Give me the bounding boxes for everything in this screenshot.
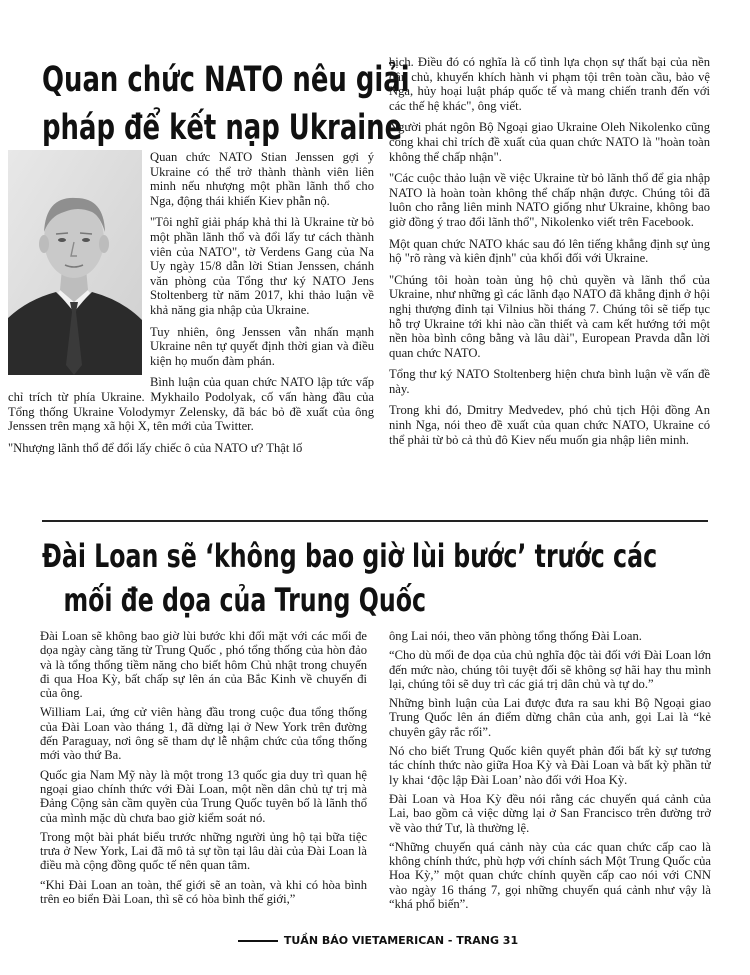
a2-left-para-3: Quốc gia Nam Mỹ này là một trong 13 quốc gia duy trì quan hệ ngoại giao chính thức với Đài Loan, một nền dân chủ tự trị mà Đảng Cộng sản cầm quyền của Trung Quốc tuyên bố là lãnh thổ của mình mặc dù chưa bao giờ kiểm soát nó. [40, 767, 367, 825]
portrait-photo [8, 150, 142, 375]
article2-headline [42, 534, 657, 622]
a1-left-para-3: Tuy nhiên, ông Jenssen vẫn nhấn mạnh Ukraine nên tự quyết định thời gian và điều kiện họ muốn đàm phán. [150, 324, 374, 368]
a1-right-para-6: Tổng thư ký NATO Stoltenberg hiện chưa bình luận về vấn đề này. [389, 367, 710, 396]
section-divider [42, 520, 708, 522]
article1-headline [42, 56, 410, 152]
a1-right-para-1: bịch. Điều đó có nghĩa là cố tình lựa chọn sự thất bại của nền dân chủ, khuyến khích hành vi phạm tội trên toàn cầu, bảo vệ Nga, hủy hoại luật pháp quốc tế và mang chiến tranh đến với các thế hệ khác", ông viết. [389, 55, 710, 113]
a1-right-para-7: Trong khi đó, Dmitry Medvedev, phó chủ tịch Hội đồng An ninh Nga, nói theo đề xuất của quan chức NATO, Ukraine có thể phải từ bỏ cả thủ đô Kiev nếu muốn gia nhập liên minh. [389, 403, 710, 447]
a2-right-para-2: “Cho dù mối đe dọa của chủ nghĩa độc tài đối với Đài Loan lớn đến mức nào, chúng tôi tuyệt đối sẽ không sợ hãi hay thu mình lại, chúng tôi sẽ duy trì các giá trị dân chủ và tự do.” [389, 648, 711, 691]
a1-right-para-3: "Các cuộc thảo luận về việc Ukraine từ bỏ lãnh thổ để gia nhập NATO là hoàn toàn không thể chấp nhận được. Chúng tôi đã luôn cho rằng liên minh NATO giống như Ukraine, không bao giờ đồng ý trao đổi lãnh thổ", Nikolenko viết trên Facebook. [389, 171, 710, 229]
a1-left-para-2: "Tôi nghĩ giải pháp khả thi là Ukraine từ bỏ một phần lãnh thổ và đổi lấy tư cách thành viên của NATO", tờ Verdens Gang của Na Uy ngày 15/8 dẫn lời Stian Jenssen, chánh văn phòng của Tổng thư ký NATO Jens Stoltenberg từ năm 2017, khi thảo luận về khả năng gia nhập của Ukraine. [150, 215, 374, 317]
a1-right-para-2: Người phát ngôn Bộ Ngoại giao Ukraine Oleh Nikolenko cũng công khai chỉ trích đề xuất của quan chức NATO là "hoàn toàn không thể chấp nhận". [389, 120, 710, 164]
article1-headline-line2: pháp để kết nạp Ukraine [42, 108, 403, 148]
portrait-image [8, 150, 142, 375]
a1-left-para-4: Bình luận của quan chức NATO lập tức vấp chỉ trích từ phía Ukraine. Mykhailo Podolyak, cố vấn hàng đầu của Tổng thống Ukraine Volodymyr Zelensky, đã bác bỏ đề xuất của ông Jenssen trên mạng xã hội X, tên mới của Twitter. [8, 375, 374, 434]
article1-headline-line1: Quan chức NATO nêu giải [42, 60, 410, 100]
a2-left-para-5: “Khi Đài Loan an toàn, thế giới sẽ an toàn, và khi có hòa bình trên eo biển Đài Loan, thì sẽ có hòa bình thế giới,” [40, 877, 367, 907]
page-footer [0, 934, 750, 947]
footer-rule-left [238, 940, 278, 942]
a2-left-para-1: Đài Loan sẽ không bao giờ lùi bước khi đối mặt với các mối đe dọa ngày càng tăng từ Trung Quốc , phó tổng thống của hòn đảo và là tổng thống tiềm năng cho biết hôm Chủ nhật trong chuyến đi qua Hoa Kỳ, bất chấp sự lên án của Bắc Kinh về chuyến đi của ông. [40, 629, 367, 701]
a1-right-para-5: "Chúng tôi hoàn toàn ủng hộ chủ quyền và lãnh thổ của Ukraine, như những gì các lãnh đạo NATO đã khẳng định ở hội nghị thượng đỉnh tại Vilnius hồi tháng 7. Chúng tôi sẽ tiếp tục hỗ trợ Ukraine tới khi nào cần thiết và cam kết hướng tới một nền hòa bình công bằng và lâu dài", European Pravda dẫn lời quan chức NATO. [389, 272, 710, 360]
article1-right-column [389, 55, 710, 505]
a2-left-para-2: William Lai, ứng cử viên hàng đầu trong cuộc đua tổng thống của Đài Loan vào tháng 1, đã dừng lại ở New York trên đường đến Paraguay, nơi ông sẽ tham dự lễ nhậm chức của tổng thống mới vào thứ Ba. [40, 705, 367, 763]
a1-right-para-4: Một quan chức NATO khác sau đó lên tiếng khẳng định sự ủng hộ "rõ ràng và kiên định" của khối đối với Ukraine. [389, 236, 710, 266]
article2-headline-line1: Đài Loan sẽ ‘không bao giờ lùi bước’ trước các [42, 537, 658, 575]
a1-left-para-5: "Nhượng lãnh thổ để đổi lấy chiếc ô của NATO ư? Thật lố [8, 440, 303, 455]
article2-headline-line2: mối đe dọa của Trung Quốc [63, 581, 427, 619]
article2-right-column [389, 629, 711, 929]
a1-left-para-1: Quan chức NATO Stian Jenssen gợi ý Ukraine có thể trở thành thành viên liên minh nếu nhượng một phần lãnh thổ cho Nga, động thái khiến Kiev phẫn nộ. [150, 150, 374, 208]
a2-right-para-3: Những bình luận của Lai được đưa ra sau khi Bộ Ngoại giao Trung Quốc lên án điểm dừng chân của anh, gọi Lai là “kẻ chuyên gây rắc rối”. [389, 696, 711, 739]
article2-left-column [40, 629, 367, 929]
footer-text: TUẦN BÁO VIETAMERICAN - TRANG 31 [283, 934, 519, 947]
a2-right-para-1: ông Lai nói, theo văn phòng tổng thống Đài Loan. [389, 629, 642, 643]
a2-left-para-4: Trong một bài phát biểu trước những người ủng hộ tại bữa tiệc trưa ở New York, Lai đã mô tả sự tồn tại lâu dài của Đài Loan là điều mà cộng đồng quốc tế nên quan tâm. [40, 829, 367, 873]
a2-right-para-6: “Những chuyến quá cảnh này của các quan chức cấp cao là không chính thức, phù hợp với chính sách Một Trung Quốc của Hoa Kỳ,” một quan chức chính quyền cấp cao nói với CNN vào ngày 16 tháng 7, gọi những chuyến quá cảnh như vậy là “khá phổ biến”. [389, 839, 711, 912]
article1-left-column [8, 150, 374, 505]
a2-right-para-5: Đài Loan và Hoa Kỳ đều nói rằng các chuyến quá cảnh của Lai, bao gồm cả việc dừng lại ở San Francisco trên đường trở về vào thứ Tư, là thường lệ. [389, 791, 711, 835]
a2-right-para-4: Nó cho biết Trung Quốc kiên quyết phản đối bất kỳ sự tương tác chính thức nào giữa Hoa Kỳ và Đài Loan và bất kỳ phần tử ly khai ‘độc lập Đài Loan’ nào đối với Hoa Kỳ. [389, 744, 711, 787]
